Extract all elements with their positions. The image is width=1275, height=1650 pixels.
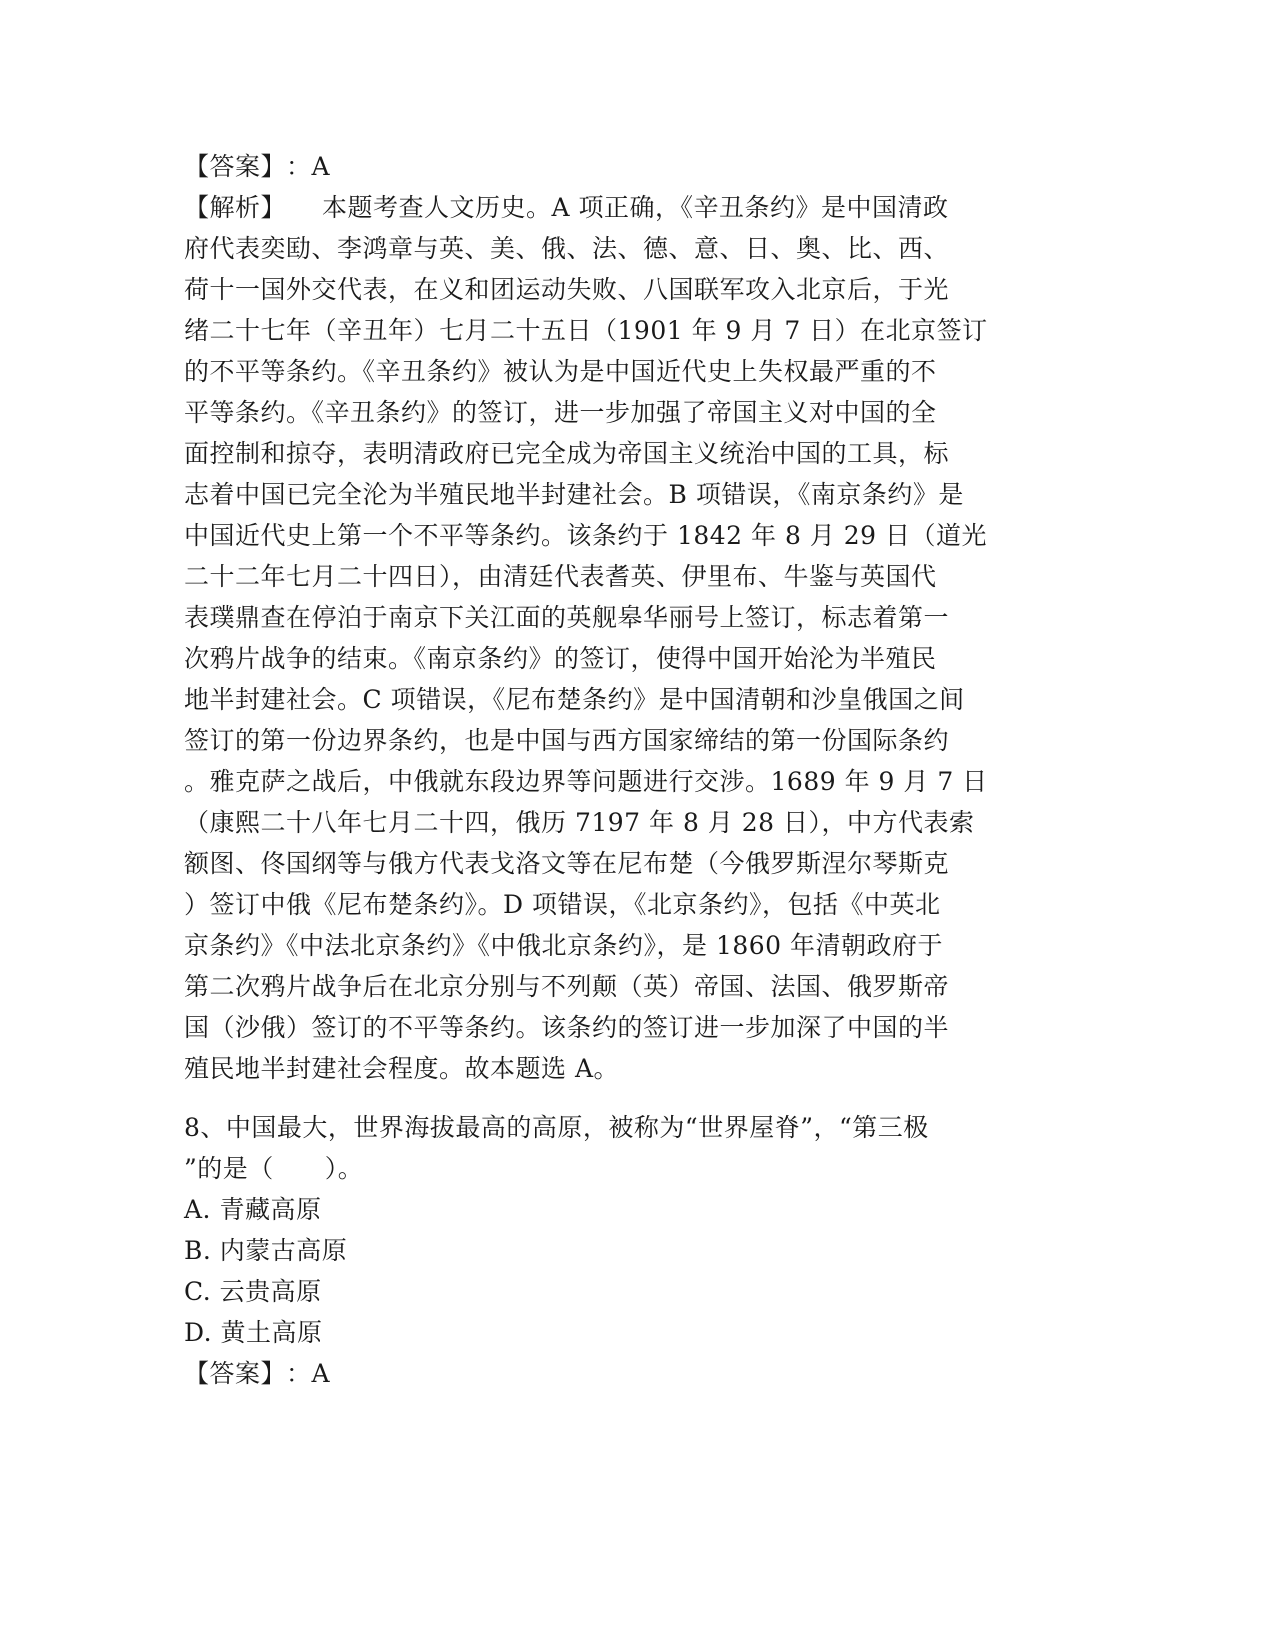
analysis-text-line: 次鸦片战争的结束。《南京条约》的签订，使得中国开始沦为半殖民 bbox=[184, 644, 937, 673]
answer-line bbox=[184, 146, 1084, 187]
analysis-text-line: 荷十一国外交代表，在义和团运动失败、八国联军攻入北京后，于光 bbox=[184, 275, 950, 304]
option-c: C. 云贵高原 bbox=[184, 1277, 322, 1306]
question-8-stem: 8、中国最大，世界海拔最高的高原，被称为“世界屋脊”，“第三极 bbox=[184, 1113, 929, 1142]
analysis-text-line: 签订的第一份边界条约，也是中国与西方国家缔结的第一份国际条约 bbox=[184, 726, 950, 755]
question-8-stem: ”的是（ ）。 bbox=[184, 1154, 364, 1183]
answer-value: A bbox=[311, 1359, 331, 1388]
answer-line bbox=[184, 1353, 1084, 1394]
option-b: B. 内蒙古高原 bbox=[184, 1236, 348, 1265]
analysis-text-line: ）签订中俄《尼布楚条约》。D 项错误，《北京条约》，包括《中英北 bbox=[184, 890, 941, 919]
answer-label: 【答案】 bbox=[184, 1359, 287, 1388]
analysis-text-line: 京条约》《中法北京条约》《中俄北京条约》，是 1860 年清朝政府于 bbox=[184, 931, 944, 960]
document-page bbox=[184, 146, 1084, 1394]
answer-separator: ： bbox=[286, 1359, 312, 1388]
analysis-text-line: 额图、佟国纲等与俄方代表戈洛文等在尼布楚（今俄罗斯涅尔琴斯克 bbox=[184, 849, 950, 878]
analysis-text-line: 殖民地半封建社会程度。故本题选 A。 bbox=[184, 1054, 620, 1083]
analysis-text-line: 平等条约。《辛丑条约》的签订，进一步加强了帝国主义对中国的全 bbox=[184, 398, 937, 427]
option-a: A. 青藏高原 bbox=[184, 1195, 322, 1224]
analysis-line bbox=[184, 187, 1084, 228]
analysis-label: 【解析】 bbox=[184, 193, 287, 222]
analysis-text: 本题考查人文历史。A 项正确，《辛丑条约》是中国清政 bbox=[322, 193, 949, 222]
analysis-text-line: 志着中国已完全沦为半殖民地半封建社会。B 项错误，《南京条约》是 bbox=[184, 480, 964, 509]
analysis-text-line: 的不平等条约。《辛丑条约》被认为是中国近代史上失权最严重的不 bbox=[184, 357, 937, 386]
answer-label: 【答案】 bbox=[184, 152, 287, 181]
analysis-text-line: 第二次鸦片战争后在北京分别与不列颠（英）帝国、法国、俄罗斯帝 bbox=[184, 972, 950, 1001]
analysis-text-line: 表璞鼎查在停泊于南京下关江面的英舰皋华丽号上签订，标志着第一 bbox=[184, 603, 950, 632]
analysis-text-line: 二十二年七月二十四日），由清廷代表耆英、伊里布、牛鉴与英国代 bbox=[184, 562, 937, 591]
answer-value: A bbox=[311, 152, 331, 181]
answer-separator: ： bbox=[286, 152, 312, 181]
analysis-text-line: 。雅克萨之战后，中俄就东段边界等问题进行交涉。1689 年 9 月 7 日 bbox=[184, 767, 988, 796]
analysis-text-line: 国（沙俄）签订的不平等条约。该条约的签订进一步加深了中国的半 bbox=[184, 1013, 950, 1042]
analysis-text-line: 府代表奕劻、李鸿章与英、美、俄、法、德、意、日、奥、比、西、 bbox=[184, 234, 950, 263]
analysis-text-line: 中国近代史上第一个不平等条约。该条约于 1842 年 8 月 29 日（道光 bbox=[184, 521, 988, 550]
analysis-text-line: 面控制和掠夺，表明清政府已完全成为帝国主义统治中国的工具，标 bbox=[184, 439, 950, 468]
analysis-text-line: 地半封建社会。C 项错误，《尼布楚条约》是中国清朝和沙皇俄国之间 bbox=[184, 685, 965, 714]
option-d: D. 黄土高原 bbox=[184, 1318, 323, 1347]
analysis-text-line: （康熙二十八年七月二十四，俄历 7197 年 8 月 28 日），中方代表索 bbox=[184, 808, 975, 837]
analysis-text-line: 绪二十七年（辛丑年）七月二十五日（1901 年 9 月 7 日）在北京签订 bbox=[184, 316, 988, 345]
